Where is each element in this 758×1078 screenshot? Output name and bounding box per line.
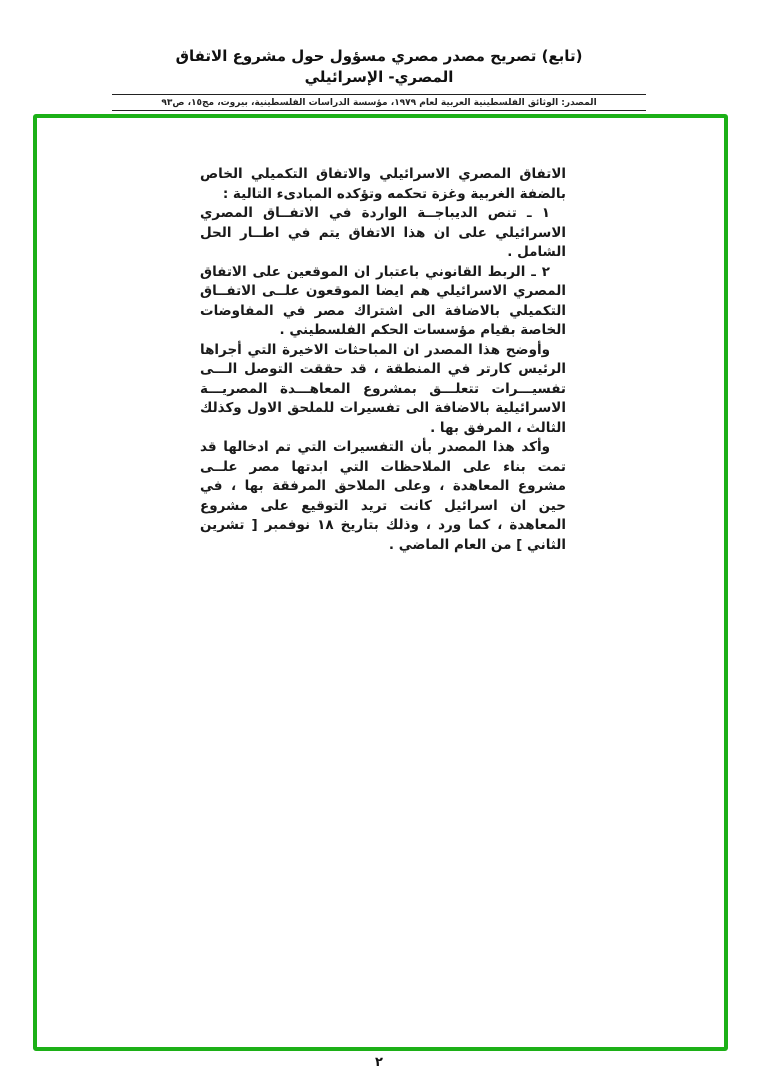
- body-text: [200, 165, 566, 555]
- document-header: [0, 46, 758, 111]
- paragraph-confirmation: وأكد هذا المصدر بأن التفسيرات التي تم ادخالها قد تمت بناء على الملاحظات التي ابدتها مصر علــى مشروع المعاهدة ، وعلى الملاحق المرفقة بها ، في حين ان اسرائيل كانت تريد التوقيع على مشروع المعاهدة ، كما ورد ، وذلك بتاريخ ١٨ نوفمبر [ تشرين الثاني ] من العام الماضي .: [200, 439, 566, 553]
- paragraph-clarification: وأوضح هذا المصدر ان المباحثات الاخيرة التي أجراها الرئيس كارتر في المنطقة ، قد حققت التوصل الـــى تفسيـــرات تتعلـــق بمشروع المعاهـــدة المصريـــة الاسرائيلية بالاضافة الى تفسيرات للملحق الاول وكذلك الثالث ، المرفق بها .: [200, 341, 566, 436]
- paragraph-intro: الاتفاق المصري الاسرائيلي والاتفاق التكميلي الخاص بالضفة الغربية وغزة تحكمه وتؤكده المبادىء التالية :: [200, 166, 566, 202]
- content-frame: [33, 114, 728, 1051]
- document-title: (تابع) تصريح مصدر مصري مسؤول حول مشروع الاتفاق المصري- الإسرائيلي: [175, 47, 583, 86]
- document-source-line: المصدر: الوثائق الفلسطينية العربية لعام ١٩٧٩، مؤسسة الدراسات الفلسطينية، بيروت، مج١٥، ص٩٣: [161, 98, 597, 108]
- page-number: ٢: [375, 1055, 383, 1070]
- source-rule-box: [112, 94, 646, 111]
- paragraph-point-2: ٢ ـ الربط القانوني باعتبار ان الموقعين على الاتفاق المصري الاسرائيلي هم ايضا الموقعون علــى الاتفــاق التكميلي بالاضافة الى اشتراك مصر في المفاوضات الخاصة بقيام مؤسسات الحكم الفلسطيني .: [200, 263, 566, 338]
- paragraph-point-1: ١ ـ تنص الديباجــة الواردة في الاتفــاق المصري الاسرائيلي على ان هذا الاتفاق يتم في اطــار الحل الشامل .: [200, 205, 566, 260]
